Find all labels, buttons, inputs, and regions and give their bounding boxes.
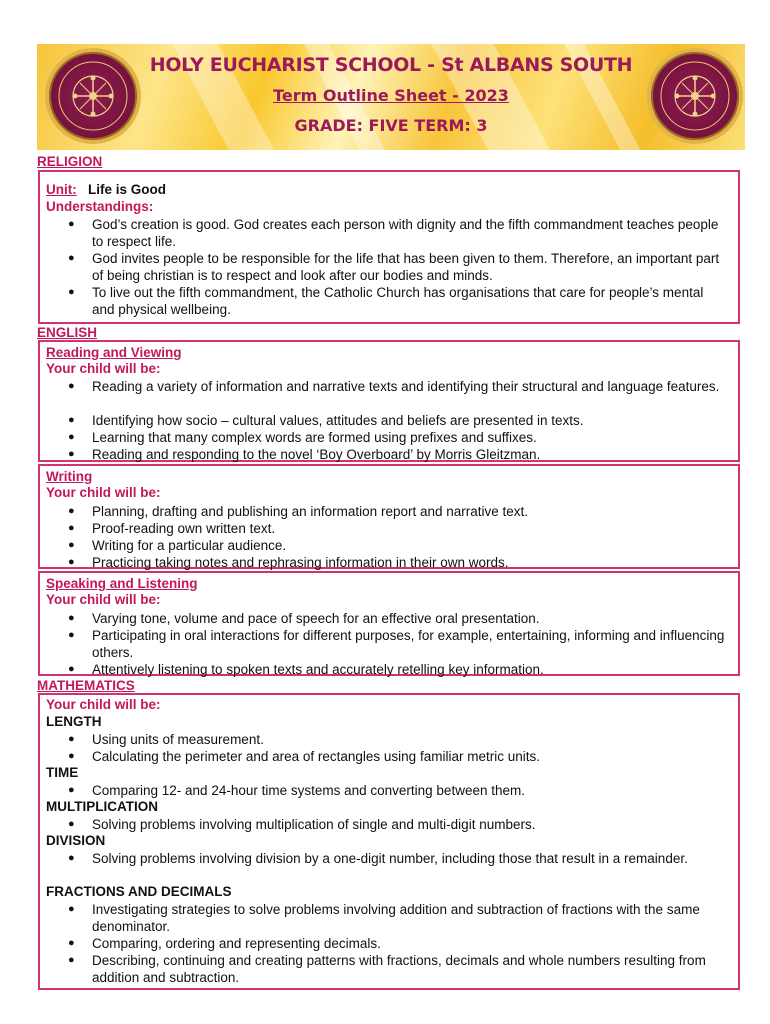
list-item: ● Solving problems involving division by a one-digit number, including those that result in a remainder. — [68, 850, 728, 867]
writing-box — [38, 464, 740, 569]
list-item: ● Practicing taking notes and rephrasing information in their own words. — [68, 554, 728, 571]
speaking-lead: Your child will be: — [46, 592, 161, 607]
list-item: ● Calculating the perimeter and area of rectangles using familiar metric units. — [68, 748, 728, 765]
mathematics-box — [38, 693, 740, 990]
list-item: ● Identifying how socio – cultural values, attitudes and beliefs are presented in texts. — [68, 412, 728, 429]
list-item: ● Comparing, ordering and representing decimals. — [68, 935, 728, 952]
mathematics-heading: MATHEMATICS — [37, 678, 135, 693]
list-item: ● Investigating strategies to solve problems involving addition and subtraction of fractions with the same denominator. — [68, 901, 728, 935]
multiplication-title: MULTIPLICATION — [46, 799, 158, 814]
list-item: ● Learning that many complex words are formed using prefixes and suffixes. — [68, 429, 728, 446]
speaking-box — [38, 571, 740, 676]
list-item: ● Using units of measurement. — [68, 731, 728, 748]
unit-label: Unit: — [46, 182, 77, 197]
list-item: ● Proof-reading own written text. — [68, 520, 728, 537]
length-title: LENGTH — [46, 714, 102, 729]
list-item: ● God’s creation is good. God creates each person with dignity and the fifth commandment teaches people to respect life. — [68, 216, 728, 250]
english-heading: ENGLISH — [37, 325, 98, 340]
unit-value: Life is Good — [88, 182, 167, 197]
speaking-title: Speaking and Listening — [46, 576, 198, 591]
school-title: HOLY EUCHARIST SCHOOL - St ALBANS SOUTH — [149, 54, 633, 76]
reading-box — [38, 340, 740, 462]
list-item: ● Planning, drafting and publishing an information report and narrative text. — [68, 503, 728, 520]
religion-box — [38, 170, 740, 324]
list-item: ● Reading and responding to the novel ‘Boy Overboard’ by Morris Gleitzman. — [68, 446, 728, 463]
sheet-title: Term Outline Sheet - 2023 — [273, 86, 509, 105]
list-item: ● Describing, continuing and creating patterns with fractions, decimals and whole numbers resulting from addition and subtraction. — [68, 952, 728, 986]
time-title: TIME — [46, 765, 79, 780]
math-lead: Your child will be: — [46, 697, 161, 712]
writing-title: Writing — [46, 469, 93, 484]
list-item: ● Participating in oral interactions for different purposes, for example, entertaining, informing and influencing others. — [68, 627, 728, 661]
list-item: ● Solving problems involving multiplication of single and multi-digit numbers. — [68, 816, 728, 833]
list-item: ● To live out the fifth commandment, the Catholic Church has organisations that care for people’s mental and physical wellbeing. — [68, 284, 728, 318]
religion-heading: RELIGION — [37, 154, 103, 169]
grade-term: GRADE: FIVE TERM: 3 — [294, 116, 488, 135]
reading-title: Reading and Viewing — [46, 345, 182, 360]
list-item: ● Attentively listening to spoken texts and accurately retelling key information. — [68, 661, 728, 678]
division-title: DIVISION — [46, 833, 106, 848]
understandings-label: Understandings: — [46, 199, 154, 214]
writing-lead: Your child will be: — [46, 485, 161, 500]
list-item: ● Comparing 12- and 24-hour time systems and converting between them. — [68, 782, 728, 799]
list-item: ● Writing for a particular audience. — [68, 537, 728, 554]
list-item: ● God invites people to be responsible for the life that has been given to them. Therefore, an important part of being christian is to respect and look after our bodies and minds. — [68, 250, 728, 284]
list-item: ● Varying tone, volume and pace of speech for an effective oral presentation. — [68, 610, 728, 627]
reading-lead: Your child will be: — [46, 361, 161, 376]
fractions-title: FRACTIONS AND DECIMALS — [46, 884, 232, 899]
header-banner — [37, 44, 745, 150]
list-item: ● Reading a variety of information and narrative texts and identifying their structural and language features. — [68, 378, 728, 395]
